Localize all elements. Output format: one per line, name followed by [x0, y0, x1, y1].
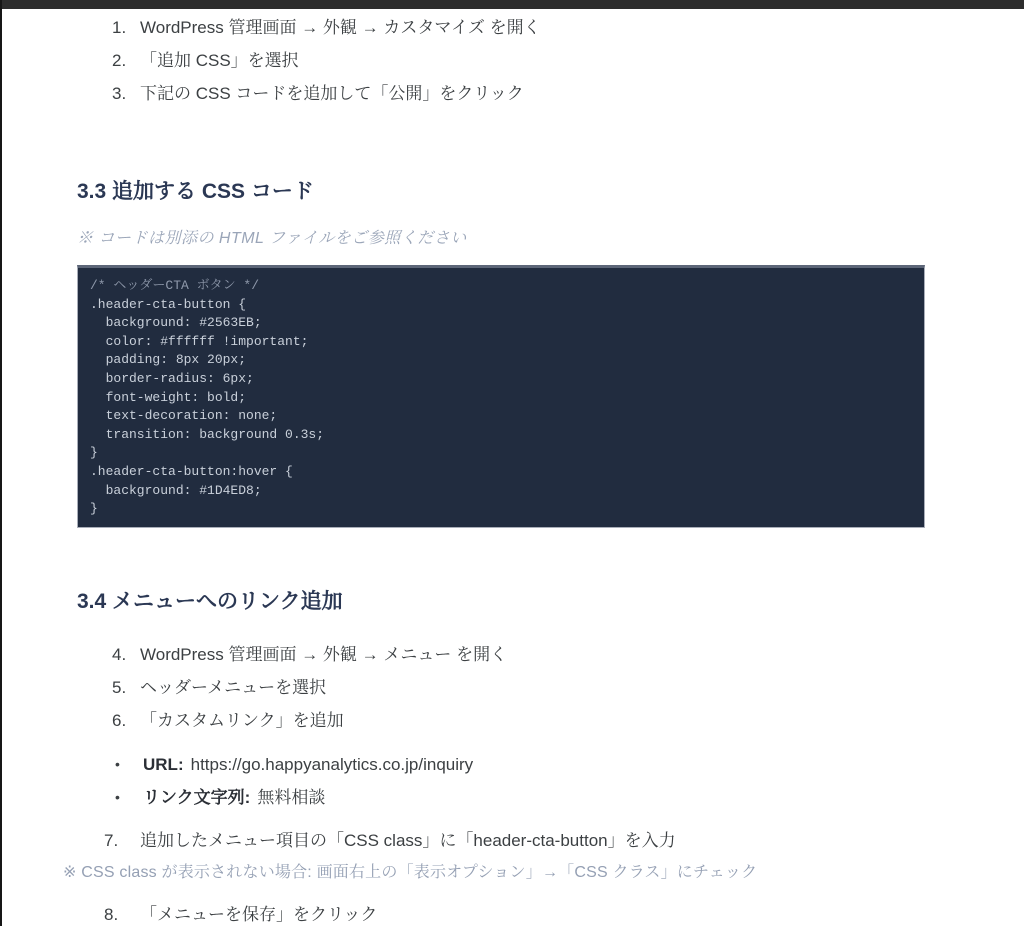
- css-class-note: ※ CSS class が表示されない場合: 画面右上の「表示オプション」→「CSS クラス」にチェック: [63, 863, 758, 881]
- list-item-number: 7.: [104, 830, 119, 850]
- list-item: [77, 671, 1024, 704]
- list-item-number: 5.: [112, 677, 127, 697]
- code-line: transition: background 0.3s;: [90, 426, 325, 442]
- code-line: font-weight: bold;: [90, 389, 247, 405]
- link-label-bullet: [77, 781, 1024, 814]
- inquiry-url-text: https://go.happyanalytics.co.jp/inquiry: [190, 754, 474, 774]
- list-item: [77, 77, 1024, 110]
- list-item-number: 2.: [112, 51, 127, 70]
- code-line: }: [90, 445, 98, 461]
- code-line: .header-cta-button:hover {: [90, 463, 293, 479]
- menu-link-steps-list: [77, 638, 1024, 737]
- list-item: [77, 638, 1024, 671]
- css-setup-steps-list: [77, 11, 1024, 110]
- code-line: }: [90, 501, 98, 517]
- link-text-value: 無料相談: [257, 787, 326, 807]
- code-reference-note: ※ コードは別添の HTML ファイルをご参照ください: [77, 230, 467, 247]
- list-item-text: ヘッダーメニューを選択: [140, 677, 327, 697]
- bullet-label: URL:: [143, 754, 184, 774]
- list-item-text: 「追加 CSS」を選択: [140, 51, 299, 70]
- list-item-text: 「メニューを保存」をクリック: [140, 904, 378, 924]
- list-item-text: 「カスタムリンク」を追加: [140, 710, 344, 730]
- list-item-text: WordPress 管理画面 → 外観 → カスタマイズ を開く: [140, 18, 541, 37]
- list-item-text: 下記の CSS コードを追加して「公開」をクリック: [140, 84, 524, 103]
- code-line: background: #2563EB;: [90, 315, 262, 331]
- code-line: padding: 8px 20px;: [90, 352, 247, 368]
- code-line: text-decoration: none;: [90, 408, 278, 424]
- link-settings-bullet-list: [77, 748, 1024, 814]
- list-item: [77, 11, 1024, 44]
- list-item-number: 8.: [104, 904, 119, 924]
- code-line: border-radius: 6px;: [90, 370, 254, 386]
- list-item-number: 1.: [112, 18, 127, 37]
- bullet-icon: •: [115, 755, 120, 772]
- bullet-label: リンク文字列:: [143, 787, 251, 807]
- list-item: [77, 831, 1024, 851]
- code-line: color: #ffffff !important;: [90, 333, 309, 349]
- list-item-text: WordPress 管理画面 → 外観 → メニュー を開く: [140, 644, 508, 664]
- list-item-number: 3.: [112, 84, 127, 103]
- code-line: background: #1D4ED8;: [90, 482, 262, 498]
- list-item-number: 6.: [112, 710, 127, 730]
- list-item: [77, 905, 1024, 925]
- list-item: [77, 44, 1024, 77]
- code-line: .header-cta-button {: [90, 296, 247, 312]
- bullet-icon: •: [115, 788, 120, 805]
- section-heading-34: 3.4 メニューへのリンク追加: [77, 589, 343, 613]
- list-item-number: 4.: [112, 644, 127, 664]
- css-code-block: [77, 265, 925, 528]
- section-heading-33: 3.3 追加する CSS コード: [77, 180, 314, 203]
- code-comment-line: /* ヘッダーCTA ボタン */: [90, 278, 260, 293]
- list-item: [77, 704, 1024, 737]
- url-bullet: [77, 748, 1024, 781]
- list-item-text: 追加したメニュー項目の「CSS class」に「header-cta-button」を入力: [140, 830, 676, 850]
